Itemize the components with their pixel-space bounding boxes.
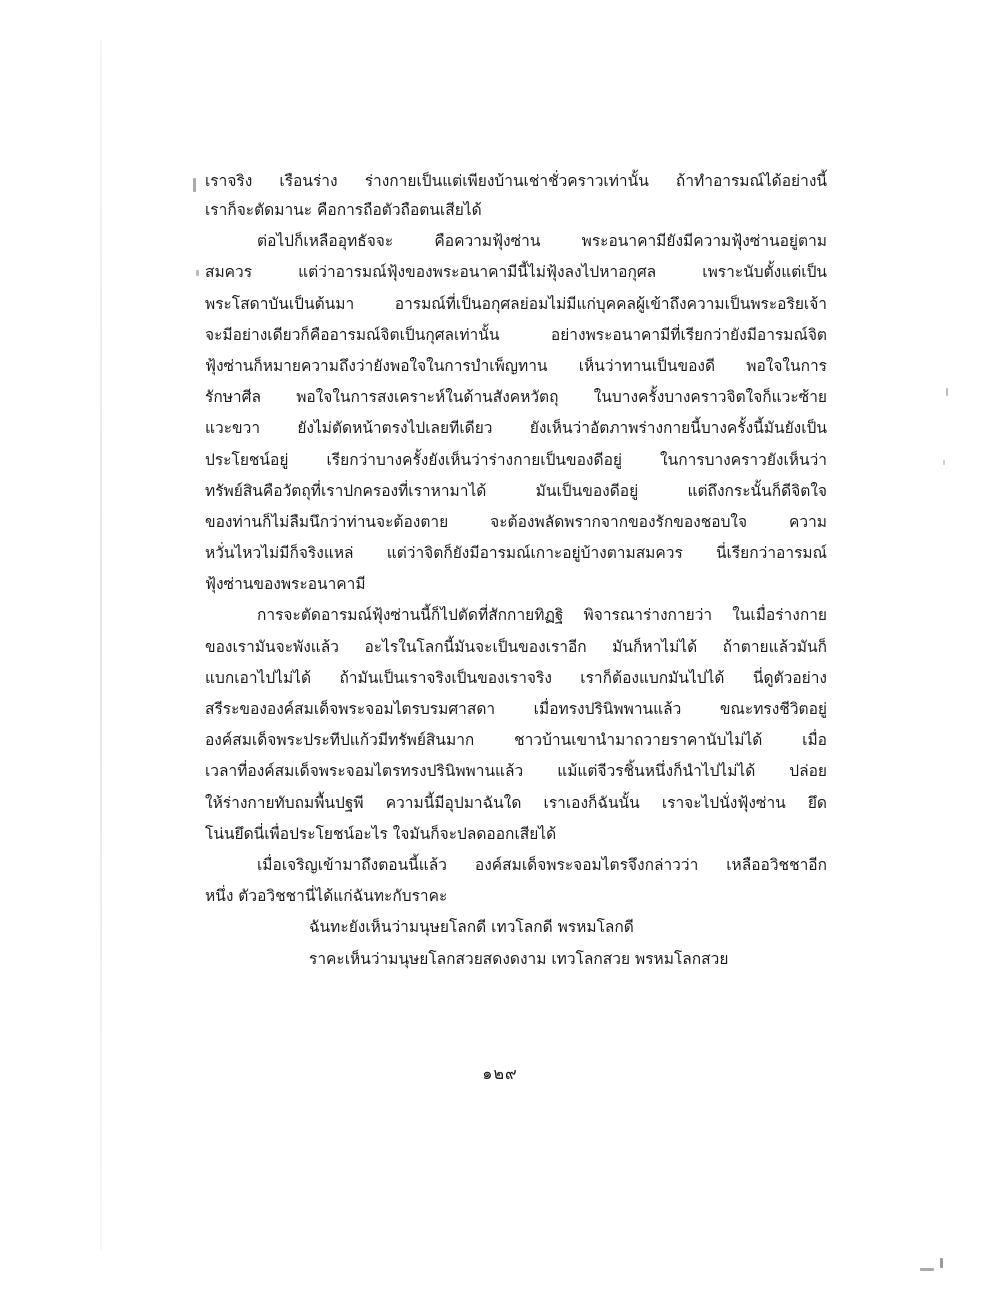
verse-line: ราคะเห็นว่ามนุษยโลกสวยสดงดงาม เทวโลกสวย พรหมโลกสวย <box>309 949 729 968</box>
text-line: ฟุ้งซ่านก็หมายความถึงว่ายังพอใจในการบำเพ็ญทาน เห็นว่าทานเป็นของดี พอใจในการ <box>205 356 827 375</box>
page-number: ๑๒๙ <box>482 1064 518 1083</box>
text-line: เราจริง เรือนร่าง ร่างกายเป็นแต่เพียงบ้านเช่าชั่วคราวเท่านั้น ถ้าทำอารมณ์ได้อย่างนี้ <box>205 172 827 190</box>
text-line: พระโสดาบันเป็นต้นมา อารมณ์ที่เป็นอกุศลย่อมไม่มีแก่บุคคลผู้เข้าถึงความเป็นพระอริยเจ้า <box>205 294 827 313</box>
body-text <box>205 168 827 975</box>
text-line: ของเรามันจะพังแล้ว อะไรในโลกนี้มันจะเป็นของเราอีก มันก็หาไม่ได้ ถ้าตายแล้วมันก็ <box>205 637 827 656</box>
text-line: เมื่อเจริญเข้ามาถึงตอนนี้แล้ว องค์สมเด็จพระจอมไตรจึงกล่าวว่า เหลืออวิชชาอีก <box>257 855 827 874</box>
text-line: จะมีอย่างเดียวก็คืออารมณ์จิตเป็นกุศลเท่านั้น อย่างพระอนาคามีที่เรียกว่ายังมีอารมณ์จิต <box>205 325 827 344</box>
scan-speck <box>920 1268 934 1271</box>
text-line: หวั่นไหวไม่มีก็จริงแหล่ แต่ว่าจิตก็ยังมีอารมณ์เกาะอยู่บ้างตามสมควร นี่เรียกว่าอารมณ์ <box>205 544 827 563</box>
text-line: เราก็จะตัดมานะ คือการถือตัวถือตนเสียได้ <box>205 201 482 219</box>
text-line: แวะขวา ยังไม่ตัดหน้าตรงไปเลยทีเดียว ยังเห็นว่าอัตภาพร่างกายนี้บางครั้งนี้มันยังเป็น <box>205 419 827 438</box>
text-line: เวลาที่องค์สมเด็จพระจอมไตรทรงปรินิพพานแล้ว แม้แต่จีวรชิ้นหนึ่งก็นำไปไม่ได้ ปล่อย <box>205 762 827 781</box>
paragraph <box>205 168 827 226</box>
scan-speck <box>943 460 945 465</box>
paragraph <box>205 850 827 912</box>
text-line: การจะตัดอารมณ์ฟุ้งซ่านนี้ก็ไปตัดที่สักกายทิฏฐิ พิจารณาร่างกายว่า ในเมื่อร่างกาย <box>257 606 827 625</box>
text-line: ประโยชน์อยู่ เรียกว่าบางครั้งยังเห็นว่าร่างกายเป็นของดีอยู่ ในการบางคราวยังเห็นว่า <box>205 450 827 469</box>
paragraph <box>205 600 827 850</box>
scan-speck <box>940 1258 943 1268</box>
text-line: ของท่านก็ไม่ลืมนึกว่าท่านจะต้องตาย จะต้องพลัดพรากจากของรักของชอบใจ ความ <box>205 512 827 531</box>
scan-speck <box>196 270 199 276</box>
scan-speck <box>193 178 196 192</box>
text-line: องค์สมเด็จพระประทีปแก้วมีทรัพย์สินมาก ชาวบ้านเขานำมาถวายราคานับไม่ได้ เมื่อ <box>205 731 827 750</box>
verse-line: ฉันทะยังเห็นว่ามนุษยโลกดี เทวโลกดี พรหมโลกดี <box>309 918 634 937</box>
text-line: หนึ่ง ตัวอวิชชานี่ได้แก่ฉันทะกับราคะ <box>205 887 448 906</box>
text-line: ทรัพย์สินคือวัตถุที่เราปกครองที่เราหามาได้ มันเป็นของดีอยู่ แต่ถึงกระนั้นก็ดีจิตใจ <box>205 481 827 500</box>
text-line: ฟุ้งซ่านของพระอนาคามี <box>205 575 366 594</box>
text-line: ต่อไปก็เหลืออุทธัจจะ คือความฟุ้งซ่าน พระอนาคามียังมีความฟุ้งซ่านอยู่ตาม <box>257 232 827 251</box>
paragraph <box>205 226 827 600</box>
text-line: แบกเอาไปไม่ได้ ถ้ามันเป็นเราจริงเป็นของเราจริง เราก็ต้องแบกมันไปได้ นี่ดูตัวอย่าง <box>205 668 827 687</box>
text-line: สรีระขององค์สมเด็จพระจอมไตรบรมศาสดา เมื่อทรงปรินิพพานแล้ว ขณะทรงชีวิตอยู่ <box>205 700 827 718</box>
text-line: โน่นยึดนี่เพื่อประโยชน์อะไร ใจมันก็จะปลดออกเสียได้ <box>205 824 557 843</box>
text-line: ให้ร่างกายทับถมพื้นปฐพี ความนี้มีอุปมาฉันใด เราเองก็ฉันนั้น เราจะไปนั่งฟุ้งซ่าน ยึด <box>205 793 827 812</box>
text-line: รักษาศีล พอใจในการสงเคราะห์ในด้านสังคหวัตถุ ในบางครั้งบางคราวจิตใจก็แวะซ้าย <box>205 388 827 407</box>
scan-speck <box>946 388 948 396</box>
text-line: สมควร แต่ว่าอารมณ์ฟุ้งของพระอนาคามีนี้ไม่ฟุ้งลงไปหาอกุศล เพราะนับตั้งแต่เป็น <box>205 263 827 282</box>
